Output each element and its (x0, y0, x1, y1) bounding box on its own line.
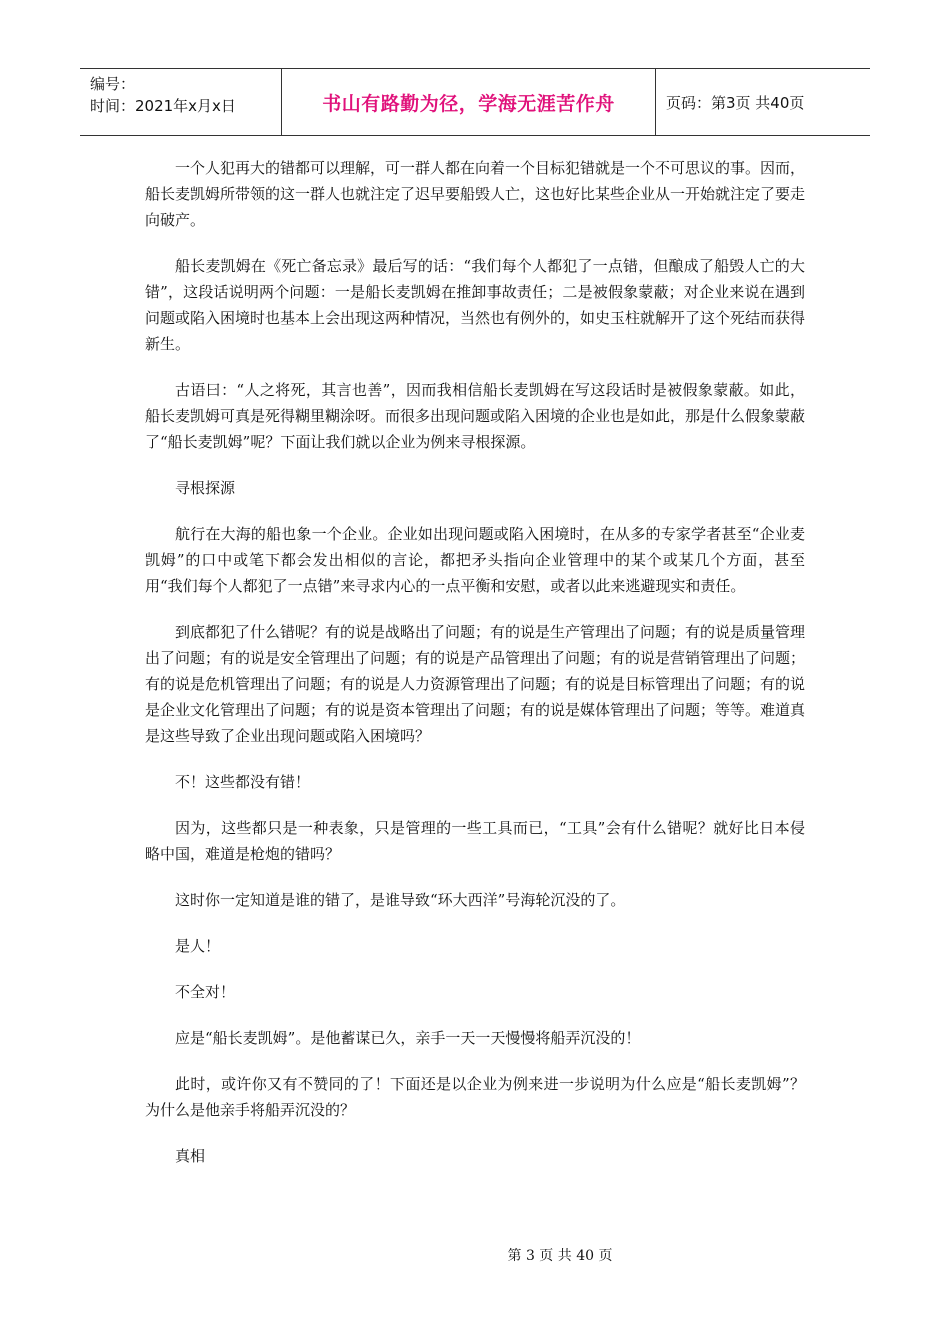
paragraph: 到底都犯了什么错呢？有的说是战略出了问题；有的说是生产管理出了问题；有的说是质量管理出了问题；有的说是安全管理出了问题；有的说是产品管理出了问题；有的说是营销管理出了问题；有的说是危机管理出了问题；有的说是人力资源管理出了问题；有的说是目标管理出了问题；有的说是企业文化管理出了问题；有的说是资本管理出了问题；有的说是媒体管理出了问题；等等。难道真是这些导致了企业出现问题或陷入困境吗？ (145, 623, 806, 745)
paragraph: 是人！ (175, 937, 221, 955)
page-header (80, 68, 870, 136)
document-time-label: 时间：2021年x月x日 (90, 97, 236, 115)
header-page-number: 页码：第3页 共40页 (666, 93, 805, 112)
paragraph: 此时，或许你又有不赞同的了！下面还是以企业为例来进一步说明为什么应是“船长麦凯姆”？为什么是他亲手将船弄沉没的？ (145, 1075, 805, 1119)
section-heading: 寻根探源 (175, 479, 236, 497)
header-motto: 书山有路勤为径，学海无涯苦作舟 (282, 69, 656, 135)
paragraph: 一个人犯再大的错都可以理解，可一群人都在向着一个目标犯错就是一个不可思议的事。因而，船长麦凯姆所带领的这一群人也就注定了迟早要船毁人亡，这也好比某些企业从一开始就注定了要走向破产。 (145, 159, 806, 229)
paragraph: 不全对！ (175, 983, 236, 1001)
paragraph: 应是“船长麦凯姆”。是他蓄谋已久，亲手一天一天慢慢将船弄沉没的！ (175, 1029, 641, 1047)
document-body (145, 155, 805, 1189)
page-footer: 第 3 页 共 40 页 (507, 1248, 613, 1264)
paragraph: 不！这些都没有错！ (175, 773, 311, 791)
paragraph: 这时你一定知道是谁的错了，是谁导致“环大西洋”号海轮沉没的了。 (175, 891, 626, 909)
paragraph: 因为，这些都只是一种表象，只是管理的一些工具而已，“工具”会有什么错呢？就好比日本侵略中国，难道是枪炮的错吗？ (145, 819, 805, 863)
header-meta (80, 69, 282, 135)
paragraph: 船长麦凯姆在《死亡备忘录》最后写的话：“我们每个人都犯了一点错，但酿成了船毁人亡的大错”，这段话说明两个问题：一是船长麦凯姆在推卸事故责任；二是被假象蒙蔽；对企业来说在遇到问题或陷入困境时也基本上会出现这两种情况，当然也有例外的，如史玉柱就解开了这个死结而获得新生。 (145, 257, 806, 353)
paragraph: 航行在大海的船也象一个企业。企业如出现问题或陷入困境时，在从多的专家学者甚至“企业麦凯姆”的口中或笔下都会发出相似的言论，都把矛头指向企业管理中的某个或某几个方面，甚至用“我们每个人都犯了一点错”来寻求内心的一点平衡和安慰，或者以此来逃避现实和责任。 (145, 525, 805, 595)
document-number-label: 编号： (90, 75, 136, 93)
section-heading: 真相 (175, 1147, 206, 1165)
paragraph: 古语曰：“人之将死，其言也善”，因而我相信船长麦凯姆在写这段话时是被假象蒙蔽。如此，船长麦凯姆可真是死得糊里糊涂呀。而很多出现问题或陷入困境的企业也是如此，那是什么假象蒙蔽了“船长麦凯姆”呢？下面让我们就以企业为例来寻根探源。 (145, 381, 806, 451)
